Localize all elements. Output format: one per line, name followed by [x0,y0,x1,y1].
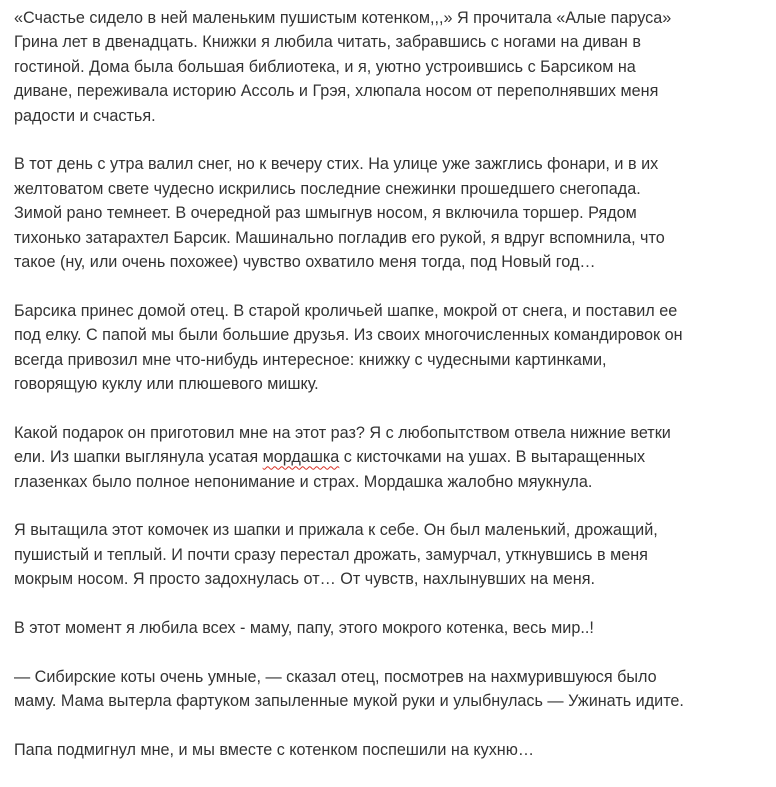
text-line: пушистый и теплый. И почти сразу перестал дрожать, замурчал, уткнувшись в меня [14,545,648,564]
text-line: В этот момент я любила всех - маму, папу, этого мокрого котенка, весь мир..! [14,619,594,638]
paragraph-8 [14,738,766,762]
text-line: глазенках было полное непонимание и страх. Мордашка жалобно мяукнула. [14,472,593,491]
text-line: Папа подмигнул мне, и мы вместе с котенком поспешили на кухню… [14,741,535,760]
text-line: Грина лет в двенадцать. Книжки я любила читать, забравшись с ногами на диван в [14,33,641,52]
text-line: такое (ну, или очень похожее) чувство охватило меня тогда, под Новый год… [14,253,596,272]
paragraph-4 [14,421,766,494]
text-line: маму. Мама вытерла фартуком запыленные мукой руки и улыбнулась — Ужинать идите. [14,692,684,711]
text-line: — Сибирские коты очень умные, — сказал отец, посмотрев на нахмурившуюся было [14,667,657,686]
text-line: В тот день с утра валил снег, но к вечеру стих. На улице уже зажглись фонари, и в их [14,155,659,174]
text-segment: ели. Из шапки выглянула усатая [14,448,263,467]
text-line: тихонько затарахтел Барсик. Машинально погладив его рукой, я вдруг вспомнила, что [14,228,665,247]
text-line: всегда привозил мне что-нибудь интересное: книжку с чудесными картинками, [14,350,607,369]
text-line: Барсика принес домой отец. В старой кроличьей шапке, мокрой от снега, и поставил ее [14,301,678,320]
text-line: желтоватом свете чудесно искрились последние снежинки прошедшего снегопада. [14,179,641,198]
text-line: радости и счастья. [14,106,156,125]
paragraph-5 [14,518,766,591]
text-line: говорящую куклу или плюшевого мишку. [14,375,319,394]
paragraph-3 [14,299,766,397]
spellcheck-underlined-word[interactable]: мордашка [262,448,340,467]
paragraph-6 [14,616,766,640]
paragraph-7 [14,665,766,714]
text-line: диване, переживала историю Ассоль и Грэя, хлюпала носом от переполнявших меня [14,82,659,101]
paragraph-1 [14,6,766,128]
text-line: мокрым носом. Я просто задохнулась от… От чувств, нахлынувших на меня. [14,570,595,589]
document-body [14,6,766,787]
text-line: «Счастье сидело в ней маленьким пушистым котенком,,,» Я прочитала «Алые паруса» [14,9,672,27]
text-line: под елку. С папой мы были большие друзья. Из своих многочисленных командировок он [14,326,683,345]
text-line: Зимой рано темнеет. В очередной раз шмыгнув носом, я включила торшер. Рядом [14,204,637,223]
text-line [14,445,766,469]
text-line: Какой подарок он приготовил мне на этот раз? Я с любопытством отвела нижние ветки [14,423,671,442]
paragraph-2 [14,152,766,274]
text-line: Я вытащила этот комочек из шапки и прижала к себе. Он был маленький, дрожащий, [14,521,658,540]
text-segment: с кисточками на ушах. В вытаращенных [339,448,646,467]
text-line: гостиной. Дома была большая библиотека, и я, уютно устроившись с Барсиком на [14,57,636,76]
